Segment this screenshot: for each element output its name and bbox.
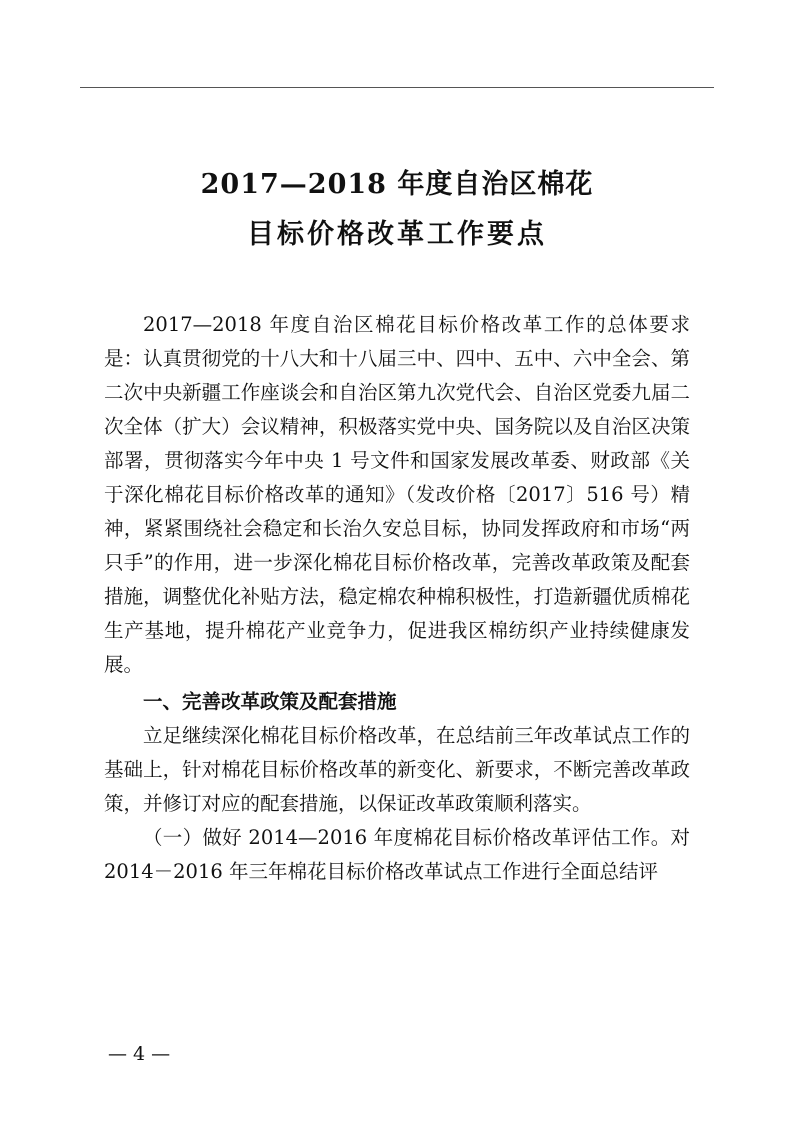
intro-paragraph: 2017—2018 年度自治区棉花目标价格改革工作的总体要求是：认真贯彻党的十八大和十八届三中、四中、五中、六中全会、第二次中央新疆工作座谈会和自治区第九次党代会、自治区党委九届二次全体（扩大）会议精神，积极落实党中央、国务院以及自治区决策部署，贯彻落实今年中央 1 号文件和国家发展改革委、财政部《关于深化棉花目标价格改革的通知》（发改价格〔2017〕516 号）精神，紧紧围绕社会稳定和长治久安总目标，协同发挥政府和市场“两只手”的作用，进一步深化棉花目标价格改革，完善改革政策及配套措施，调整优化补贴方法，稳定棉农种棉积极性，打造新疆优质棉花生产基地，提升棉花产业竞争力，促进我区棉纺织产业持续健康发展。 <box>104 313 690 676</box>
document-body <box>104 308 690 889</box>
header-rule <box>80 87 714 88</box>
section1-heading: 一、完善改革政策及配套措施 <box>143 690 397 713</box>
document-title-line1: 2017—2018 年度自治区棉花 <box>200 169 594 200</box>
subsection1-text: （一）做好 2014—2016 年度棉花目标价格改革评估工作。对 2014－2016 年三年棉花目标价格改革试点工作进行全面总结评 <box>104 826 690 883</box>
page-number: — 4 — <box>108 1043 171 1065</box>
document-title-line2: 目标价格改革工作要点 <box>247 219 547 250</box>
section1-paragraph: 立足继续深化棉花目标价格改革，在总结前三年改革试点工作的基础上，针对棉花目标价格改革的新变化、新要求，不断完善改革政策，并修订对应的配套措施，以保证改革政策顺利落实。 <box>104 724 690 815</box>
